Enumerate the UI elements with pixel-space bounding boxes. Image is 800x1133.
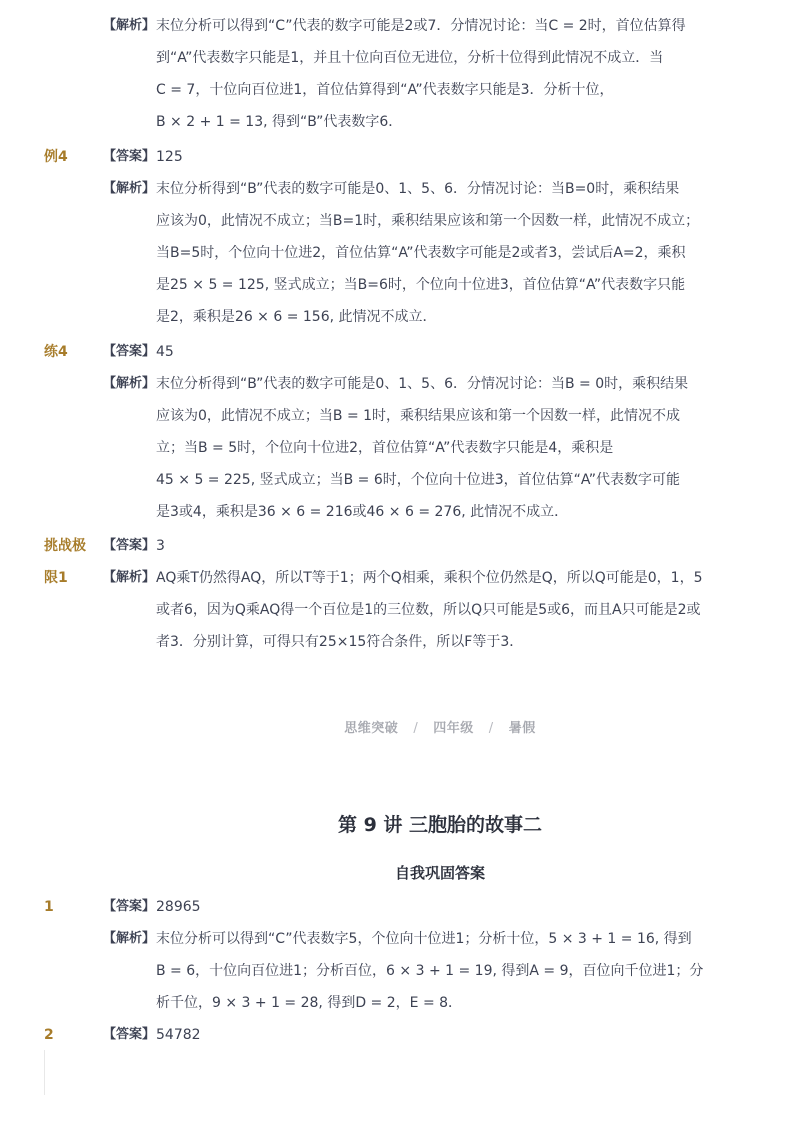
solution-line: 当B=5时，个位向十位进2，首位估算“A”代表数字可能是2或者3，尝试后A=2，乘积 xyxy=(156,245,686,261)
solution-line: 析千位，9 × 3 + 1 = 28, 得到D = 2，E = 8． xyxy=(156,995,463,1011)
lecture-title: 第 9 讲 三胞胎的故事二 xyxy=(337,814,543,836)
solution-line: 者3．分别计算，可得只有25×15符合条件，所以F等于3． xyxy=(156,634,524,650)
answer-tag: 【答案】 xyxy=(103,1027,156,1042)
solution-line: 应该为0，此情况不成立；当B = 1时，乘积结果应该和第一个因数一样，此情况不成 xyxy=(156,408,681,424)
answer-tag: 【答案】 xyxy=(103,344,156,359)
solution-line: B = 6，十位向百位进1；分析百位，6 × 3 + 1 = 19, 得到A = 9，百位向千位进1；分 xyxy=(156,963,704,979)
item-label-continued: 限1 xyxy=(44,570,68,586)
solution-line: 45 × 5 = 225, 竖式成立；当B = 6时，个位向十位进3，首位估算“A”代表数字可能 xyxy=(156,472,681,488)
solution-line: AQ乘T仍然得AQ，所以T等于1；两个Q相乘，乘积个位仍然是Q，所以Q可能是0，1，5 xyxy=(156,570,703,586)
solution-line: 末位分析得到“B”代表的数字可能是0、1、5、6．分情况讨论：当B = 0时，乘积结果 xyxy=(156,376,689,392)
solution-line: 是25 × 5 = 125, 竖式成立；当B=6时，个位向十位进3，首位估算“A”代表数字只能 xyxy=(156,277,686,293)
answer-value: 3 xyxy=(156,538,165,554)
page-footer xyxy=(0,717,800,736)
answer-value: 125 xyxy=(156,149,183,165)
solution-line: 末位分析可以得到“C”代表的数字可能是2或7．分情况讨论：当C = 2时，首位估算得 xyxy=(156,18,686,34)
solution-line: 末位分析得到“B”代表的数字可能是0、1、5、6．分情况讨论：当B=0时，乘积结果 xyxy=(156,181,680,197)
item-label: 1 xyxy=(44,899,54,915)
footer-separator: / xyxy=(488,721,494,736)
margin-rule xyxy=(44,1050,45,1095)
footer-series: 思维突破 xyxy=(344,721,399,736)
footer-grade: 四年级 xyxy=(433,721,474,736)
item-label: 例4 xyxy=(44,149,68,165)
solution-line: 立；当B = 5时，个位向十位进2，首位估算“A”代表数字只能是4，乘积是 xyxy=(156,440,614,456)
solution-line: C = 7，十位向百位进1，首位估算得到“A”代表数字只能是3．分析十位， xyxy=(156,82,614,98)
solution-line: 应该为0，此情况不成立；当B=1时，乘积结果应该和第一个因数一样，此情况不成立； xyxy=(156,213,700,229)
solution-tag: 【解析】 xyxy=(103,376,156,391)
solution-line: 末位分析可以得到“C”代表数字5，个位向十位进1；分析十位，5 × 3 + 1 = 16, 得到 xyxy=(156,931,692,947)
solution-line: B × 2 + 1 = 13, 得到“B”代表数字6． xyxy=(156,114,403,130)
solution-tag: 【解析】 xyxy=(103,181,156,196)
solution-tag: 【解析】 xyxy=(103,570,156,585)
answer-value: 45 xyxy=(156,344,174,360)
solution-line: 是2，乘积是26 × 6 = 156, 此情况不成立． xyxy=(156,309,437,325)
solution-tag: 【解析】 xyxy=(103,18,156,33)
footer-term: 暑假 xyxy=(508,721,536,736)
solution-line: 是3或4，乘积是36 × 6 = 216或46 × 6 = 276, 此情况不成立． xyxy=(156,504,569,520)
solution-line: 到“A”代表数字只能是1，并且十位向百位无进位，分析十位得到此情况不成立．当 xyxy=(156,50,664,66)
solution-line: 或者6，因为Q乘AQ得一个百位是1的三位数，所以Q只可能是5或6，而且A只可能是2或 xyxy=(156,602,701,618)
answer-value: 28965 xyxy=(156,899,201,915)
answer-tag: 【答案】 xyxy=(103,149,156,164)
item-label: 挑战极 xyxy=(44,538,86,554)
answer-tag: 【答案】 xyxy=(103,899,156,914)
answer-tag: 【答案】 xyxy=(103,538,156,553)
footer-separator: / xyxy=(413,721,419,736)
item-label: 2 xyxy=(44,1027,54,1043)
item-label: 练4 xyxy=(44,344,68,360)
section-title: 自我巩固答案 xyxy=(394,864,485,882)
solution-tag: 【解析】 xyxy=(103,931,156,946)
answer-value: 54782 xyxy=(156,1027,201,1043)
